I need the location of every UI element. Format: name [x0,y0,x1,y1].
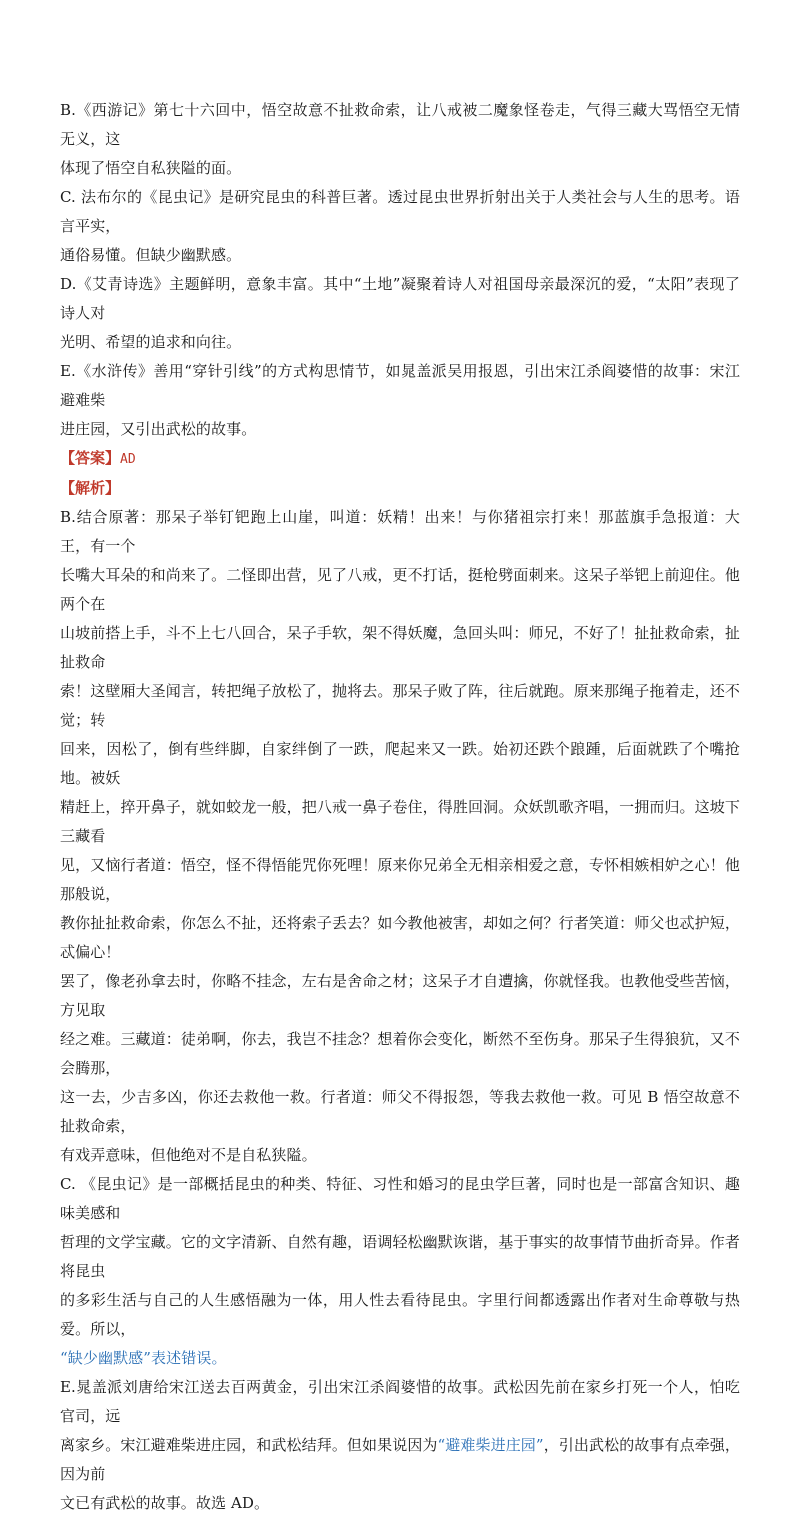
analysis-b-line: 见，又恼行者道：悟空，怪不得悟能咒你死哩！原来你兄弟全无相亲相爱之意，专怀相嫉相妒之心！他那般说， [60,856,740,903]
answer-bracket-open: 【 [60,449,76,467]
analysis-bracket-close: 】 [105,479,121,497]
analysis-c-line: C. 《昆虫记》是一部概括昆虫的种类、特征、习性和婚习的昆虫学巨著，同时也是一部富含知识、趣味美感和 [60,1175,740,1222]
option-e-line-1: E.《水浒传》善用“穿针引线”的方式构思情节，如晁盖派吴用报恩，引出宋江杀阎婆惜的故事：宋江避难柴 [60,362,740,409]
analysis-c [60,1170,740,1373]
analysis-b-line: 索！这壁厢大圣闻言，转把绳子放松了，抛将去。那呆子败了阵，往后就跑。原来那绳子拖着走，还不觉；转 [60,682,740,729]
option-b-line-2: 体现了悟空自私狭隘的面。 [60,159,242,177]
analysis-b [60,503,740,1170]
analysis-b-line: 长嘴大耳朵的和尚来了。二怪即出营，见了八戒，更不打话，挺枪劈面刺来。这呆子举钯上前迎住。他两个在 [60,566,740,613]
question-content [60,96,740,1518]
answer-label: 答案 [75,449,106,467]
analysis-b-line: 罢了，像老孙拿去时，你略不挂念，左右是舍命之材；这呆子才自遭擒，你就怪我。也教他受些苦恼，方见取 [60,972,740,1019]
analysis-heading [60,474,740,503]
option-c-line-2: 通俗易懂。但缺少幽默感。 [60,246,242,264]
analysis-b-line: 回来，因松了，倒有些绊脚，自家绊倒了一跌，爬起来又一跌。始初还跌个踉踵，后面就跌了个嘴抢地。被妖 [60,740,740,787]
analysis-e-line-2: 离家乡。宋江避难柴进庄园，和武松结拜。但如果说因为 [60,1436,438,1454]
option-d-line-1: D.《艾青诗选》主题鲜明，意象丰富。其中“土地”凝聚着诗人对祖国母亲最深沉的爱，“太阳”表现了诗人对 [60,275,740,322]
analysis-c-line: 哲理的文学宝藏。它的文字清新、自然有趣，语调轻松幽默诙谐，基于事实的故事情节曲折奇异。作者将昆虫 [60,1233,740,1280]
analysis-c-line: 的多彩生活与自己的人生感悟融为一体，用人性去看待昆虫。字里行间都透露出作者对生命尊敬与热爱。所以， [60,1291,740,1338]
option-c [60,183,740,270]
option-e-line-2: 进庄园，又引出武松的故事。 [60,420,257,438]
analysis-e-line-1: E.晁盖派刘唐给宋江送去百两黄金，引出宋江杀阎婆惜的故事。武松因先前在家乡打死一个人，怕吃官司，远 [60,1378,740,1425]
analysis-e [60,1373,740,1518]
analysis-b-line: 这一去，少吉多凶，你还去救他一救。行者道：师父不得报怨，等我去救他一救。可见 B 悟空故意不扯救命索， [60,1088,740,1135]
option-c-line-1: C. 法布尔的《昆虫记》是研究昆虫的科普巨著。透过昆虫世界折射出关于人类社会与人生的思考。语言平实， [60,188,740,235]
option-e [60,357,740,444]
option-d-line-2: 光明、希望的追求和向往。 [60,333,242,351]
analysis-b-line: B.结合原著：那呆子举钉钯跑上山崖，叫道：妖精！出来！与你猪祖宗打来！那蓝旗手急报道：大王，有一个 [60,508,740,555]
analysis-e-quote: “避难柴进庄园” [437,1436,544,1454]
option-d [60,270,740,357]
analysis-c-conclusion: 表述错误。 [151,1349,227,1367]
analysis-c-quote: “缺少幽默感” [60,1349,152,1367]
analysis-b-line: 教你扯扯救命索，你怎么不扯，还将索子丢去？如今教他被害，却如之何？行者笑道：师父也忒护短，忒偏心！ [60,914,740,961]
answer-heading [60,444,740,474]
answer-value: AD [120,452,136,467]
analysis-b-line: 精赶上，捽开鼻子，就如蛟龙一般，把八戒一鼻子卷住，得胜回洞。众妖凯歌齐唱，一拥而归。这坡下三藏看 [60,798,740,845]
analysis-e-line-2-rest: ，引出武松的故事有点牵强，因为前 [60,1436,740,1483]
answer-bracket-close: 】 [105,449,121,467]
analysis-b-line: 有戏弄意味，但他绝对不是自私狭隘。 [60,1146,317,1164]
analysis-bracket-open: 【 [60,479,76,497]
option-b [60,96,740,183]
option-b-line-1: B.《西游记》第七十六回中，悟空故意不扯救命索，让八戒被二魔象怪卷走，气得三藏大骂悟空无情无义，这 [60,101,740,148]
analysis-b-line: 山坡前搭上手，斗不上七八回合，呆子手软，架不得妖魔，急回头叫：师兄，不好了！扯扯救命索，扯扯救命 [60,624,740,671]
analysis-b-line: 经之难。三藏道：徒弟啊，你去，我岂不挂念？想着你会变化，断然不至伤身。那呆子生得狼犺，又不会腾那， [60,1030,740,1077]
analysis-e-line-3: 文已有武松的故事。故选 AD。 [60,1494,270,1512]
analysis-label: 解析 [75,479,106,497]
